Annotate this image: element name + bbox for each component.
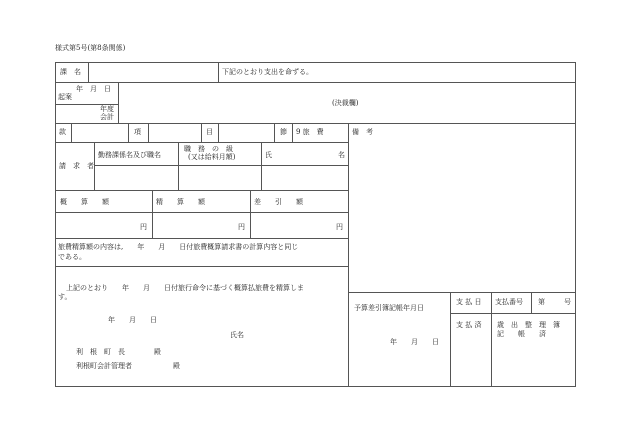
remarks-label: 備 考 (352, 128, 373, 136)
form-title: 様式第5号(第8条関係) (55, 44, 126, 52)
entry-done-label: 記 帳 済 (497, 330, 546, 338)
department-job-label: 勤務課係名及び職名 (98, 151, 161, 159)
expenditure-ledger-label: 歳 出 整 理 簿 (497, 321, 560, 329)
estimated-yen-unit: 円 (140, 223, 147, 231)
settled-amount-label: 精 算 額 (156, 198, 205, 206)
travel-expense-label: 9 旅 費 (296, 128, 324, 136)
number-gou-label: 号 (564, 298, 571, 306)
balance-amount-label: 差 引 額 (254, 198, 303, 206)
surname-label: 氏 (265, 151, 272, 159)
monthly-salary-label: (又は給料月額) (188, 153, 236, 161)
settlement-request-line2: す。 (58, 293, 72, 301)
payment-done-label: 支 払 済 (456, 321, 482, 329)
fiscal-year-label: 年度 (100, 105, 114, 113)
draft-date-label: 年 月 日 (76, 85, 111, 93)
settled-yen-unit: 円 (238, 223, 245, 231)
settlement-request-line1: 上記のとおり 年 月 日付旅行命令に基づく概算払旅費を精算しま (66, 284, 304, 292)
claimant-label: 請 求 者 (59, 162, 94, 170)
request-date-label: 年 月 日 (108, 316, 157, 324)
payment-number-label: 支払番号 (495, 298, 523, 306)
mayor-dono-label: 殿 (154, 348, 161, 356)
settlement-content-line2: である。 (58, 253, 86, 261)
number-dai-label: 第 (538, 298, 545, 306)
budget-moku-label: 目 (206, 128, 213, 136)
balance-yen-unit: 円 (336, 223, 343, 231)
budget-setsu-label: 節 (280, 128, 287, 136)
section-name-label: 課 名 (60, 68, 81, 76)
draft-label: 起案 (58, 93, 72, 101)
payment-date-label: 支 払 日 (456, 298, 482, 306)
payment-order-text: 下記のとおり支出を命ずる。 (222, 68, 313, 76)
signature-name-label: 氏名 (230, 331, 244, 339)
accountant-label: 利根町会計管理者 (76, 362, 132, 370)
budget-kan-label: 款 (59, 128, 66, 136)
settlement-content-line1: 旅費精算額の内容は, 年 月 日付旅費概算請求書の計算内容と同じ (58, 243, 299, 251)
mayor-label: 利 根 町 長 (76, 348, 125, 356)
accountant-dono-label: 殿 (173, 362, 180, 370)
budget-kou-label: 項 (134, 128, 141, 136)
estimated-amount-label: 概 算 額 (60, 198, 109, 206)
given-name-label: 名 (338, 151, 345, 159)
account-label: 会計 (100, 113, 114, 121)
approval-field-label: (決裁欄) (332, 99, 359, 107)
ledger-date-placeholder: 年 月 日 (390, 338, 439, 346)
job-grade-label: 職 務 の 級 (184, 145, 233, 153)
budget-ledger-date-label: 予算差引簿記帳年月日 (354, 304, 424, 312)
